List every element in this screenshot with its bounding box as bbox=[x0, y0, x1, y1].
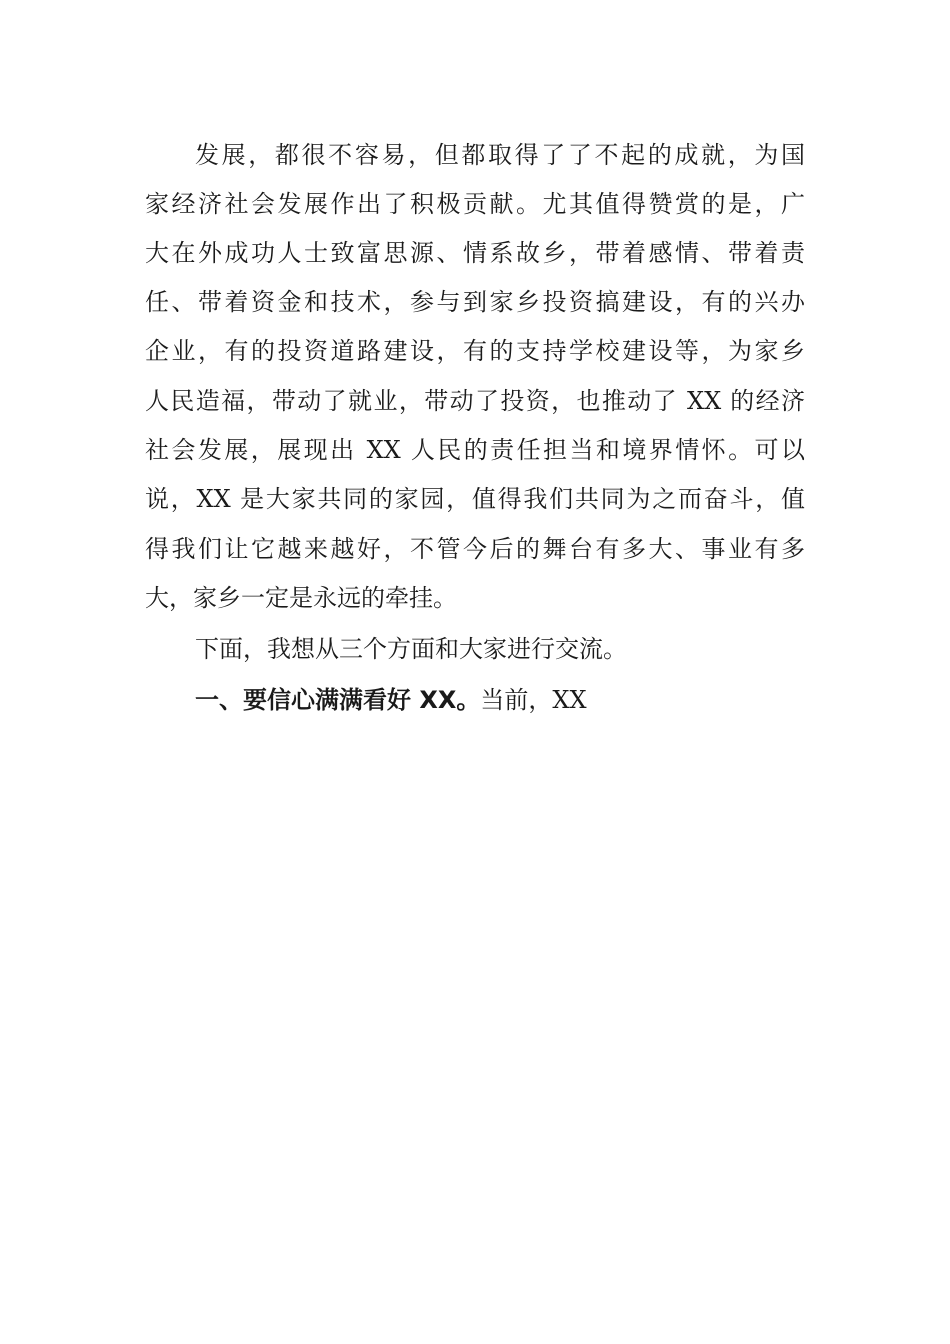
section-heading-title: 一、要信心满满看好 XX。 bbox=[195, 686, 481, 714]
paragraph-line: 任、带着资金和技术，参与到家乡投资搞建设，有的兴办 bbox=[145, 288, 805, 316]
section-heading-continuation: 当前，XX bbox=[480, 686, 587, 714]
paragraph-line: 企业，有的投资道路建设，有的支持学校建设等，为家乡 bbox=[145, 337, 805, 365]
paragraph-line: 发展，都很不容易，但都取得了了不起的成就，为国 bbox=[195, 141, 805, 169]
paragraph-line: 大，家乡一定是永远的牵挂。 bbox=[145, 584, 457, 612]
paragraph-line: 大在外成功人士致富思源、情系故乡，带着感情、带着责 bbox=[145, 239, 805, 267]
paragraph-line: 说，XX 是大家共同的家园，值得我们共同为之而奋斗，值 bbox=[145, 485, 805, 513]
section-heading bbox=[195, 680, 587, 720]
paragraph-line: 社会发展，展现出 XX 人民的责任担当和境界情怀。可以 bbox=[145, 436, 805, 464]
paragraph-line: 人民造福，带动了就业，带动了投资，也推动了 XX 的经济 bbox=[145, 387, 805, 415]
paragraph-line: 得我们让它越来越好，不管今后的舞台有多大、事业有多 bbox=[145, 535, 805, 563]
paragraph-transition: 下面，我想从三个方面和大家进行交流。 bbox=[195, 635, 627, 663]
paragraph-line: 家经济社会发展作出了积极贡献。尤其值得赞赏的是，广 bbox=[145, 190, 805, 218]
